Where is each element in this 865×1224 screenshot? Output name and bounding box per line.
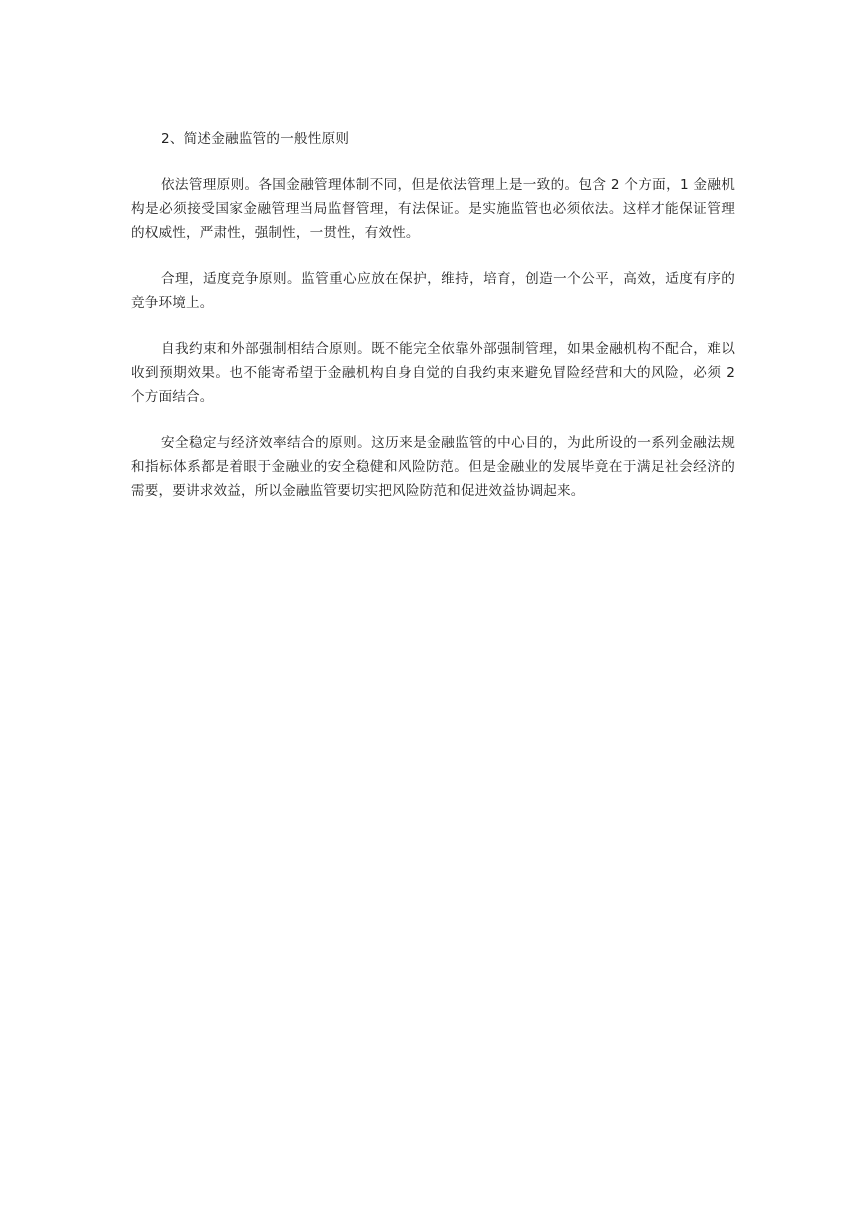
paragraph-legal-principle: 依法管理原则。各国金融管理体制不同，但是依法管理上是一致的。包含 2 个方面，1 金融机构是必须接受国家金融管理当局监督管理，有法保证。是实施监管也必须依法。这样才能保证管理的权威性，严肃性，强制性，一贯性，有效性。: [131, 177, 735, 241]
section-heading: 2、简述金融监管的一般性原则: [161, 131, 350, 147]
document-body: [131, 127, 735, 525]
paragraph-stability-efficiency-principle: 安全稳定与经济效率结合的原则。这历来是金融监管的中心目的，为此所设的一系列金融法规和指标体系都是着眼于金融业的安全稳健和风险防范。但是金融业的发展毕竟在于满足社会经济的需要，要讲求效益，所以金融监管要切实把风险防范和促进效益协调起来。: [131, 435, 735, 499]
paragraph-competition-principle: 合理，适度竞争原则。监管重心应放在保护，维持，培育，创造一个公平，高效，适度有序的竞争环境上。: [131, 271, 735, 311]
paragraph-self-constraint-principle: 自我约束和外部强制相结合原则。既不能完全依靠外部强制管理，如果金融机构不配合，难以收到预期效果。也不能寄希望于金融机构自身自觉的自我约束来避免冒险经营和大的风险，必须 2 个方面结合。: [131, 341, 735, 405]
